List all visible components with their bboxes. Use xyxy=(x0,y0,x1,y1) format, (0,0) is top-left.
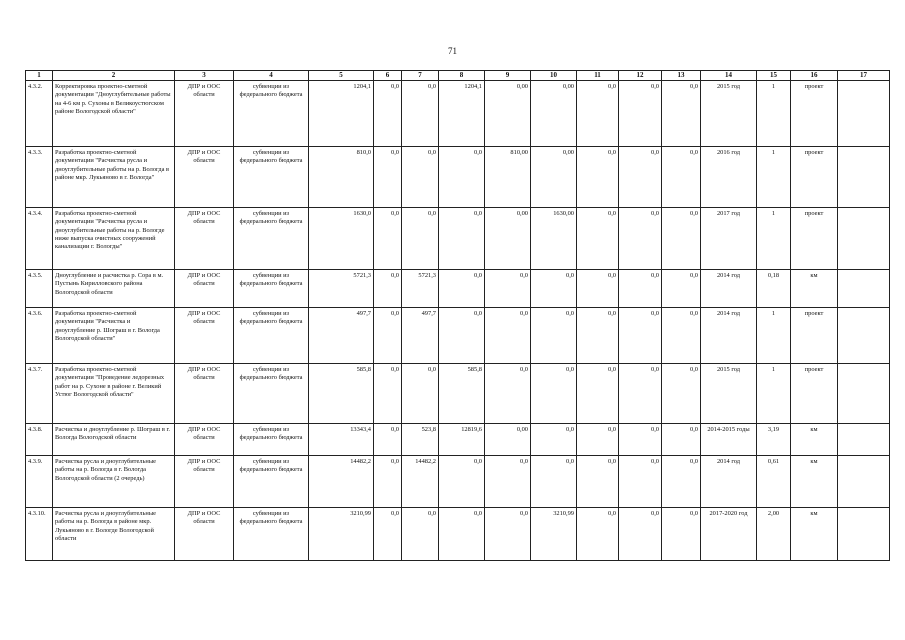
amount-col-10-cell: 0,0 xyxy=(531,270,577,308)
funding-source-cell: субвенции из федерального бюджета xyxy=(234,508,309,561)
amount-col-13-cell: 0,0 xyxy=(662,147,701,208)
amount-col-10-cell: 0,00 xyxy=(531,147,577,208)
amount-col-6-cell: 0,0 xyxy=(374,364,402,424)
amount-col-11-cell: 0,0 xyxy=(577,508,619,561)
row-number-cell: 4.3.3. xyxy=(26,147,53,208)
amount-col-7-cell: 5721,3 xyxy=(402,270,439,308)
column-header-8: 8 xyxy=(439,71,485,81)
unit-cell: км xyxy=(791,270,838,308)
row-number-cell: 4.3.9. xyxy=(26,456,53,508)
amount-col-12-cell: 0,0 xyxy=(619,147,662,208)
amount-col-9-cell: 0,0 xyxy=(485,364,531,424)
amount-col-10-cell: 0,00 xyxy=(531,81,577,147)
amount-col-12-cell: 0,0 xyxy=(619,208,662,270)
amount-col-13-cell: 0,0 xyxy=(662,364,701,424)
period-cell: 2014 год xyxy=(701,308,757,364)
amount-col-10-cell: 0,0 xyxy=(531,456,577,508)
executor-cell: ДПР и ООС области xyxy=(175,147,234,208)
total-amount-cell: 5721,3 xyxy=(309,270,374,308)
amount-col-7-cell: 0,0 xyxy=(402,81,439,147)
indicator-value-cell: 3,19 xyxy=(757,424,791,456)
note-cell xyxy=(838,208,890,270)
row-number-cell: 4.3.8. xyxy=(26,424,53,456)
funding-source-cell: субвенции из федерального бюджета xyxy=(234,424,309,456)
table-row xyxy=(26,364,890,424)
amount-col-12-cell: 0,0 xyxy=(619,270,662,308)
column-header-6: 6 xyxy=(374,71,402,81)
indicator-value-cell: 2,00 xyxy=(757,508,791,561)
amount-col-6-cell: 0,0 xyxy=(374,208,402,270)
indicator-value-cell: 1 xyxy=(757,364,791,424)
unit-cell: проект xyxy=(791,308,838,364)
measure-name-cell: Расчистка русла и дноуглубительные работы на р. Вологда в г. Вологда Вологодской области (2 очередь) xyxy=(53,456,175,508)
period-cell: 2014 год xyxy=(701,456,757,508)
measure-name-cell: Разработка проектно-сметной документации "Расчистка русла и дноуглубительные работы на р. Вологда в районе мкр. Лукьяново в г. Вологда" xyxy=(53,147,175,208)
amount-col-7-cell: 0,0 xyxy=(402,147,439,208)
amount-col-7-cell: 497,7 xyxy=(402,308,439,364)
indicator-value-cell: 0,61 xyxy=(757,456,791,508)
funding-source-cell: субвенции из федерального бюджета xyxy=(234,270,309,308)
note-cell xyxy=(838,147,890,208)
table-row xyxy=(26,456,890,508)
period-cell: 2015 год xyxy=(701,364,757,424)
table-row xyxy=(26,147,890,208)
period-cell: 2017-2020 год xyxy=(701,508,757,561)
total-amount-cell: 585,8 xyxy=(309,364,374,424)
total-amount-cell: 14482,2 xyxy=(309,456,374,508)
executor-cell: ДПР и ООС области xyxy=(175,308,234,364)
executor-cell: ДПР и ООС области xyxy=(175,270,234,308)
row-number-cell: 4.3.7. xyxy=(26,364,53,424)
amount-col-13-cell: 0,0 xyxy=(662,81,701,147)
column-header-14: 14 xyxy=(701,71,757,81)
amount-col-10-cell: 0,0 xyxy=(531,364,577,424)
note-cell xyxy=(838,508,890,561)
indicator-value-cell: 1 xyxy=(757,147,791,208)
amount-col-11-cell: 0,0 xyxy=(577,456,619,508)
executor-cell: ДПР и ООС области xyxy=(175,508,234,561)
note-cell xyxy=(838,308,890,364)
document-table-container xyxy=(25,70,890,561)
amount-col-11-cell: 0,0 xyxy=(577,364,619,424)
amount-col-6-cell: 0,0 xyxy=(374,308,402,364)
column-header-17: 17 xyxy=(838,71,890,81)
amount-col-6-cell: 0,0 xyxy=(374,270,402,308)
funding-source-cell: субвенции из федерального бюджета xyxy=(234,308,309,364)
column-header-12: 12 xyxy=(619,71,662,81)
note-cell xyxy=(838,364,890,424)
amount-col-12-cell: 0,0 xyxy=(619,308,662,364)
table-row xyxy=(26,81,890,147)
amount-col-11-cell: 0,0 xyxy=(577,208,619,270)
amount-col-7-cell: 0,0 xyxy=(402,208,439,270)
amount-col-9-cell: 810,00 xyxy=(485,147,531,208)
unit-cell: км xyxy=(791,424,838,456)
row-number-cell: 4.3.5. xyxy=(26,270,53,308)
funding-source-cell: субвенции из федерального бюджета xyxy=(234,208,309,270)
indicator-value-cell: 0,18 xyxy=(757,270,791,308)
amount-col-12-cell: 0,0 xyxy=(619,81,662,147)
measure-name-cell: Разработка проектно-сметной документации "Проведение ледорезных работ на р. Сухоне в районе г. Великий Устюг Вологодской области" xyxy=(53,364,175,424)
column-header-2: 2 xyxy=(53,71,175,81)
amount-col-9-cell: 0,00 xyxy=(485,208,531,270)
amount-col-13-cell: 0,0 xyxy=(662,456,701,508)
total-amount-cell: 3210,99 xyxy=(309,508,374,561)
column-header-10: 10 xyxy=(531,71,577,81)
executor-cell: ДПР и ООС области xyxy=(175,81,234,147)
funding-source-cell: субвенции из федерального бюджета xyxy=(234,364,309,424)
unit-cell: проект xyxy=(791,81,838,147)
amount-col-6-cell: 0,0 xyxy=(374,424,402,456)
amount-col-10-cell: 0,0 xyxy=(531,424,577,456)
funding-source-cell: субвенции из федерального бюджета xyxy=(234,147,309,208)
amount-col-13-cell: 0,0 xyxy=(662,308,701,364)
amount-col-8-cell: 0,0 xyxy=(439,508,485,561)
column-header-11: 11 xyxy=(577,71,619,81)
indicator-value-cell: 1 xyxy=(757,208,791,270)
measure-name-cell: Корректировка проектно-сметной документации "Дноуглубительные работы на 4-6 км р. Сухоны в Великоустюгском районе Вологодской области" xyxy=(53,81,175,147)
amount-col-9-cell: 0,0 xyxy=(485,456,531,508)
executor-cell: ДПР и ООС области xyxy=(175,364,234,424)
amount-col-10-cell: 0,0 xyxy=(531,308,577,364)
amount-col-7-cell: 0,0 xyxy=(402,364,439,424)
total-amount-cell: 497,7 xyxy=(309,308,374,364)
period-cell: 2014 год xyxy=(701,270,757,308)
amount-col-8-cell: 0,0 xyxy=(439,147,485,208)
unit-cell: проект xyxy=(791,364,838,424)
column-header-7: 7 xyxy=(402,71,439,81)
amount-col-11-cell: 0,0 xyxy=(577,81,619,147)
amount-col-10-cell: 3210,99 xyxy=(531,508,577,561)
amount-col-11-cell: 0,0 xyxy=(577,270,619,308)
period-cell: 2016 год xyxy=(701,147,757,208)
executor-cell: ДПР и ООС области xyxy=(175,208,234,270)
page-number: 71 xyxy=(448,46,457,56)
amount-col-9-cell: 0,0 xyxy=(485,308,531,364)
amount-col-9-cell: 0,0 xyxy=(485,270,531,308)
unit-cell: проект xyxy=(791,147,838,208)
table-row xyxy=(26,424,890,456)
amount-col-13-cell: 0,0 xyxy=(662,208,701,270)
total-amount-cell: 1630,0 xyxy=(309,208,374,270)
amount-col-11-cell: 0,0 xyxy=(577,147,619,208)
amount-col-8-cell: 0,0 xyxy=(439,270,485,308)
executor-cell: ДПР и ООС области xyxy=(175,424,234,456)
column-number-row xyxy=(26,71,890,81)
amount-col-6-cell: 0,0 xyxy=(374,147,402,208)
measure-name-cell: Дноуглубление и расчистка р. Сора в м. Пустынь Кирилловского района Вологодской области xyxy=(53,270,175,308)
amount-col-10-cell: 1630,00 xyxy=(531,208,577,270)
amount-col-12-cell: 0,0 xyxy=(619,364,662,424)
amount-col-6-cell: 0,0 xyxy=(374,81,402,147)
amount-col-13-cell: 0,0 xyxy=(662,270,701,308)
amount-col-7-cell: 523,8 xyxy=(402,424,439,456)
amount-col-12-cell: 0,0 xyxy=(619,456,662,508)
amount-col-13-cell: 0,0 xyxy=(662,424,701,456)
amount-col-11-cell: 0,0 xyxy=(577,308,619,364)
amount-col-9-cell: 0,0 xyxy=(485,508,531,561)
amount-col-8-cell: 1204,1 xyxy=(439,81,485,147)
amount-col-8-cell: 0,0 xyxy=(439,208,485,270)
amount-col-8-cell: 585,8 xyxy=(439,364,485,424)
period-cell: 2017 год xyxy=(701,208,757,270)
amount-col-6-cell: 0,0 xyxy=(374,456,402,508)
measure-name-cell: Разработка проектно-сметной документации "Расчистка и дноуглубление р. Шограш в г. Вологда Вологодской области" xyxy=(53,308,175,364)
table-row xyxy=(26,508,890,561)
column-header-5: 5 xyxy=(309,71,374,81)
note-cell xyxy=(838,270,890,308)
row-number-cell: 4.3.2. xyxy=(26,81,53,147)
indicator-value-cell: 1 xyxy=(757,308,791,364)
amount-col-6-cell: 0,0 xyxy=(374,508,402,561)
executor-cell: ДПР и ООС области xyxy=(175,456,234,508)
amount-col-7-cell: 0,0 xyxy=(402,508,439,561)
indicator-value-cell: 1 xyxy=(757,81,791,147)
total-amount-cell: 13343,4 xyxy=(309,424,374,456)
measure-name-cell: Расчистка и дноуглубление р. Шограш в г. Вологда Вологодской области xyxy=(53,424,175,456)
note-cell xyxy=(838,81,890,147)
column-header-13: 13 xyxy=(662,71,701,81)
column-header-4: 4 xyxy=(234,71,309,81)
amount-col-8-cell: 12819,6 xyxy=(439,424,485,456)
column-header-1: 1 xyxy=(26,71,53,81)
note-cell xyxy=(838,456,890,508)
measure-name-cell: Разработка проектно-сметной документации "Расчистка русла и дноуглубительные работы на р. Вологде ниже выпуска очистных сооружений канализации г. Вологды" xyxy=(53,208,175,270)
note-cell xyxy=(838,424,890,456)
row-number-cell: 4.3.10. xyxy=(26,508,53,561)
budget-table xyxy=(25,70,890,561)
measure-name-cell: Расчистка русла и дноуглубительные работы на р. Вологда в районе мкр. Лукьяново в г. Вологде Вологодской области xyxy=(53,508,175,561)
period-cell: 2015 год xyxy=(701,81,757,147)
total-amount-cell: 1204,1 xyxy=(309,81,374,147)
period-cell: 2014-2015 годы xyxy=(701,424,757,456)
column-header-16: 16 xyxy=(791,71,838,81)
column-header-15: 15 xyxy=(757,71,791,81)
column-header-9: 9 xyxy=(485,71,531,81)
amount-col-12-cell: 0,0 xyxy=(619,508,662,561)
amount-col-13-cell: 0,0 xyxy=(662,508,701,561)
total-amount-cell: 810,0 xyxy=(309,147,374,208)
amount-col-8-cell: 0,0 xyxy=(439,308,485,364)
funding-source-cell: субвенции из федерального бюджета xyxy=(234,81,309,147)
table-row xyxy=(26,270,890,308)
table-row xyxy=(26,208,890,270)
unit-cell: проект xyxy=(791,208,838,270)
row-number-cell: 4.3.6. xyxy=(26,308,53,364)
amount-col-12-cell: 0,0 xyxy=(619,424,662,456)
amount-col-8-cell: 0,0 xyxy=(439,456,485,508)
row-number-cell: 4.3.4. xyxy=(26,208,53,270)
amount-col-11-cell: 0,0 xyxy=(577,424,619,456)
unit-cell: км xyxy=(791,456,838,508)
amount-col-9-cell: 0,00 xyxy=(485,424,531,456)
amount-col-7-cell: 14482,2 xyxy=(402,456,439,508)
funding-source-cell: субвенции из федерального бюджета xyxy=(234,456,309,508)
unit-cell: км xyxy=(791,508,838,561)
table-row xyxy=(26,308,890,364)
amount-col-9-cell: 0,00 xyxy=(485,81,531,147)
column-header-3: 3 xyxy=(175,71,234,81)
